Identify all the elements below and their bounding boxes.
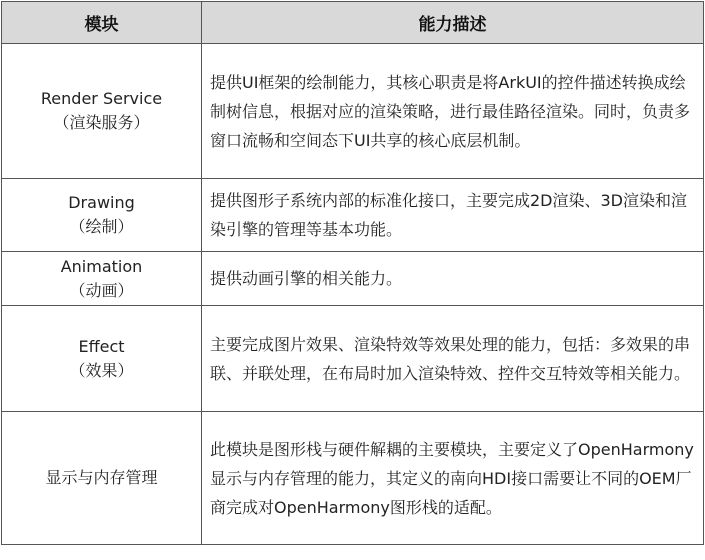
description-cell: 提供动画引擎的相关能力。 bbox=[202, 252, 704, 306]
header-module: 模块 bbox=[2, 2, 202, 44]
module-subtitle: （动画） bbox=[69, 280, 134, 300]
module-capability-table bbox=[1, 1, 704, 545]
table-row bbox=[2, 252, 704, 306]
table-row bbox=[2, 179, 704, 252]
table-header-row bbox=[2, 2, 704, 44]
module-subtitle: （渲染服务） bbox=[53, 113, 150, 132]
module-name: Render Service bbox=[40, 89, 163, 108]
module-cell bbox=[2, 44, 202, 179]
module-cell bbox=[2, 412, 202, 545]
header-description: 能力描述 bbox=[202, 2, 704, 44]
module-name: 显示与内存管理 bbox=[45, 468, 158, 487]
module-subtitle: （绘制） bbox=[69, 217, 134, 236]
module-name: Drawing bbox=[68, 193, 135, 212]
table-row bbox=[2, 44, 704, 179]
description-cell: 提供图形子系统内部的标准化接口，主要完成2D渲染、3D渲染和渲染引擎的管理等基本功能。 bbox=[202, 179, 704, 252]
table-row bbox=[2, 306, 704, 412]
module-cell bbox=[2, 179, 202, 252]
description-cell: 提供UI框架的绘制能力，其核心职责是将ArkUI的控件描述转换成绘制树信息，根据对应的渲染策略，进行最佳路径渲染。同时，负责多窗口流畅和空间态下UI共享的核心底层机制。 bbox=[202, 44, 704, 179]
module-subtitle: （效果） bbox=[69, 360, 134, 380]
description-cell: 此模块是图形栈与硬件解耦的主要模块，主要定义了OpenHarmony显示与内存管理的能力，其定义的南向HDI接口需要让不同的OEM厂商完成对OpenHarmony图形栈的适配。 bbox=[202, 412, 704, 545]
description-cell: 主要完成图片效果、渲染特效等效果处理的能力，包括：多效果的串联、并联处理，在布局时加入渲染特效、控件交互特效等相关能力。 bbox=[202, 306, 704, 412]
table-row bbox=[2, 412, 704, 545]
module-name: Animation bbox=[60, 256, 143, 276]
module-name: Effect bbox=[78, 336, 125, 356]
module-cell bbox=[2, 306, 202, 412]
module-cell bbox=[2, 252, 202, 306]
